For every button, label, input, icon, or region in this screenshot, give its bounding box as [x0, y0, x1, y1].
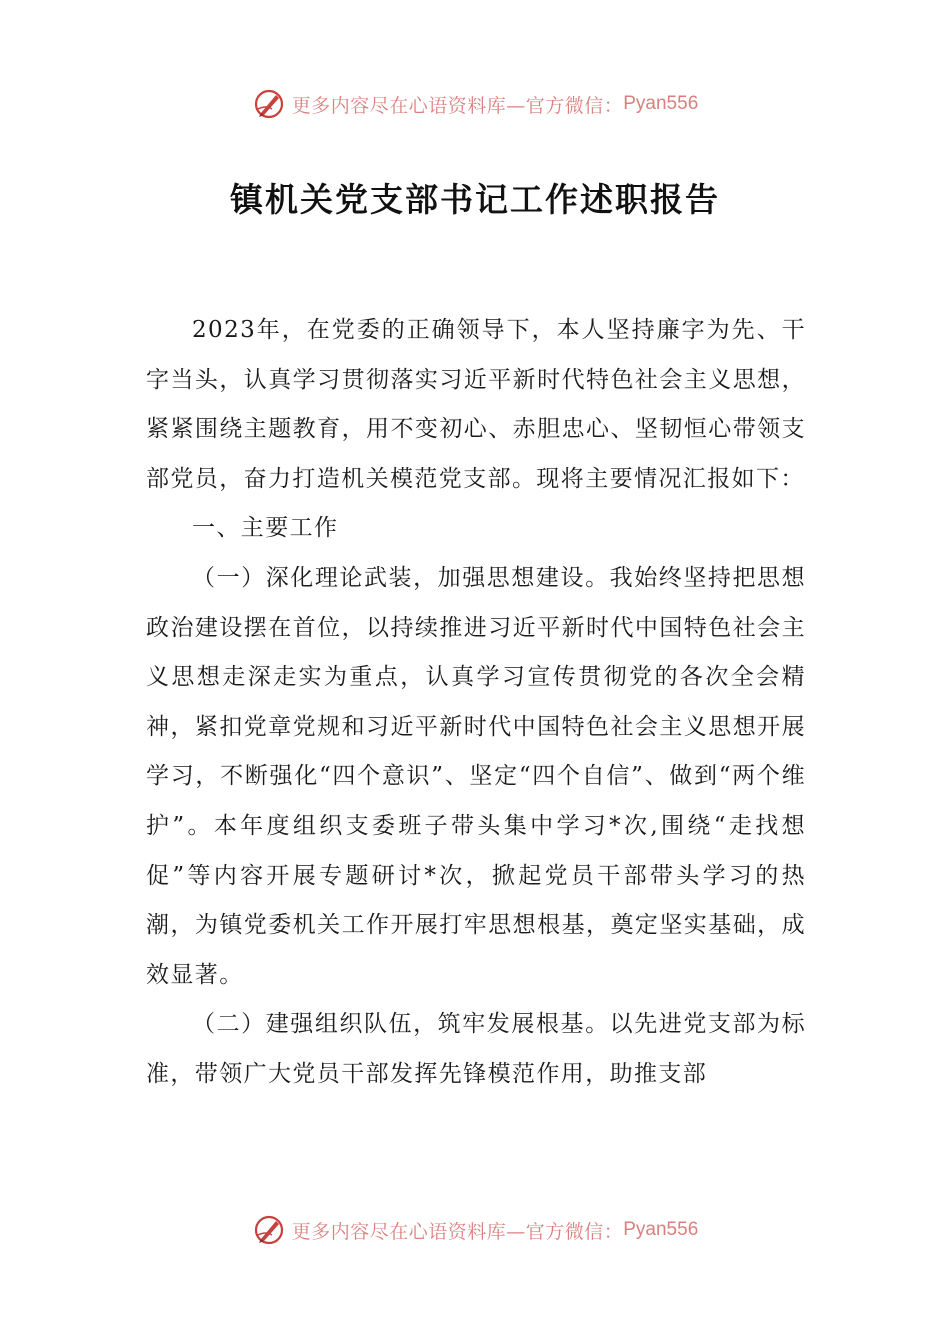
paragraph-organization: （二）建强组织队伍，筑牢发展根基。以先进党支部为标准，带领广大党员干部发挥先锋模范作用，助推支部 [146, 1011, 806, 1087]
section-heading-main-work: 一、主要工作 [192, 515, 339, 542]
paragraph-theory: （一）深化理论武装，加强思想建设。我始终坚持把思想政治建设摆在首位，以持续推进习近平新时代中国特色社会主义思想走深走实为重点，认真学习宣传贯彻党的各次全会精神，紧扣党章党规和习近平新时代中国特色社会主义思想开展学习，不断强化“四个意识”、坚定“四个自信”、做到“两个维护”。本年度组织支委班子带头集中学习*次,围绕“走找想促”等内容开展专题研讨*次，掀起党员干部带头学习的热潮，为镇党委机关工作开展打牢思想根基，奠定坚实基础，成效显著。 [146, 564, 806, 988]
document-body [146, 306, 806, 1100]
footer-watermark [0, 1210, 950, 1250]
watermark-wechat-id: Pyan556 [623, 93, 699, 114]
watermark-text: 更多内容尽在心语资料库—官方微信： [291, 94, 624, 117]
intro-paragraph: 2023年，在党委的正确领导下，本人坚持廉字为先、干字当头，认真学习贯彻落实习近平新时代特色社会主义思想，紧紧围绕主题教育，用不变初心、赤胆忠心、坚韧恒心带领支部党员，奋力打造机关模范党支部。现将主要情况汇报如下： [146, 317, 806, 492]
watermark-wechat-id: Pyan556 [623, 1219, 699, 1240]
pen-logo-icon [252, 1213, 286, 1247]
header-watermark [0, 84, 950, 124]
watermark-text: 更多内容尽在心语资料库—官方微信： [291, 1220, 624, 1243]
document-title: 镇机关党支部书记工作述职报告 [230, 180, 720, 219]
pen-logo-icon [252, 87, 286, 121]
